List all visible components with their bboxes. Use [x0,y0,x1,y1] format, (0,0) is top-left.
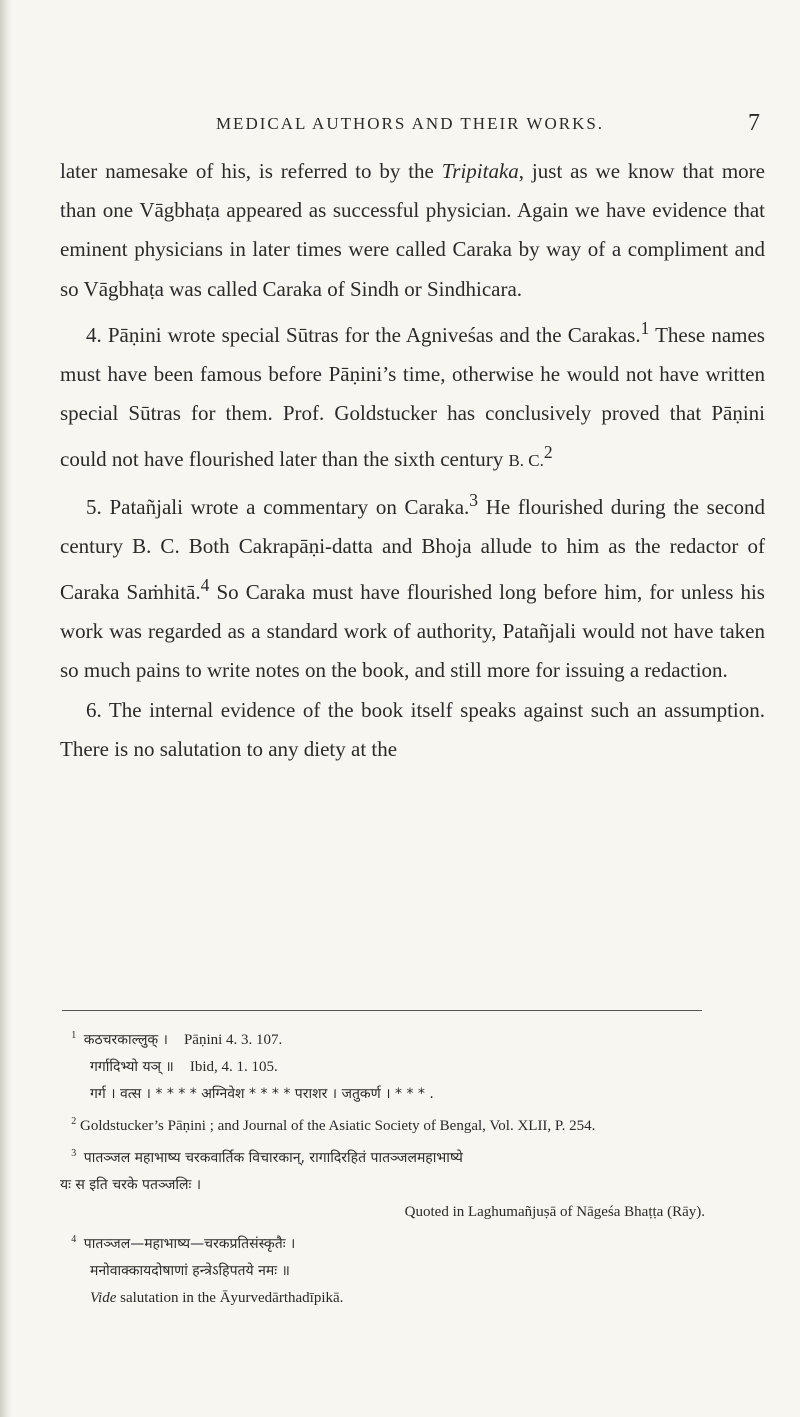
running-title: MEDICAL AUTHORS AND THEIR WORKS. [215,114,605,133]
footnotes [60,1022,765,1312]
italic-title: Tripitaka [441,159,519,183]
footnote-ref-3: 3 [469,489,479,510]
footnote-ref-4: 4 [200,575,210,596]
paragraph-6: 6. The internal evidence of the book itself speaks against such an assumption. There is no salutation to any diety at the [60,697,765,761]
page-number: 7 [748,110,760,136]
paragraph-continued: later namesake of his, is referred to by the Tripitaka, just as we know that more than one Vāgbhaṭa appeared as successful physician. Again we have evidence that eminent physicians in later times were called Caraka by way of a compliment and so Vāgbhaṭa was called Caraka of Sindh or Sindhicara. [60,159,765,301]
footnote-2: $^2$ Goldstucker’s Pāṇini ; and Journal of the Asiatic Society of Bengal, Vol. XLII, P. 254. [71,1116,596,1134]
page-header [60,110,760,146]
footnote-4-line-1: $^4$ पातञ्जल—महाभाष्य—चरकप्रतिसंस्कृतैः । [71,1234,296,1252]
footnote-rule [62,1010,702,1011]
paragraph-4: 4. Pāṇini wrote special Sūtras for the Agniveśas and the Carakas.$^1$ These names must have been famous before Pāṇini’s time, otherwise he would not have written special Sūtras for them. Prof. Goldstucker has conclusively proved that Pāṇini could not have flourished later than the sixth century B. C.$^2$ [60,317,765,472]
footnote-4-source: Vide salutation in the Āyurvedārthadīpikā. [90,1290,344,1306]
footnote-1-line-1: $^1$ कठचरकाल्लुक् । Pāṇini 4. 3. 107. [71,1030,283,1048]
footnote-ref-2: 2 [543,442,553,463]
main-text [60,152,765,769]
footnote-1-line-2: गर्गादिभ्यो यञ् ॥ Ibid, 4. 1. 105. [90,1059,278,1075]
footnote-3-line-1: $^3$ पातञ्जल महाभाष्य चरकवार्तिक विचारकान्, रागादिरहितं पातञ्जलमहाभाष्ये [71,1148,463,1166]
era-abbrev: B. C. [508,451,544,471]
footnote-4-line-2: मनोवाक्कायदोषाणां हन्त्रेऽहिपतये नमः ॥ [90,1263,290,1279]
binding-shadow [0,0,12,1417]
footnote-ref-1: 1 [640,317,650,338]
footnote-1-line-3: गर्ग । वत्स । * * * * अग्निवेश * * * * पराशर । जतुकर्ण । * * * . [90,1086,434,1102]
footnote-3-line-2: यः स इति चरके पतञ्जलिः । [60,1177,202,1193]
paragraph-5: 5. Patañjali wrote a commentary on Caraka.$^3$ He flourished during the second century B. C. Both Cakrapāṇi-datta and Bhoja allude to him as the redactor of Caraka Saṁhitā.$^4$ So Caraka must have flourished long before him, for unless his work was regarded as a standard work of authority, Patañjali would not have taken so much pains to write notes on the book, and still more for issuing a redaction. [60,489,765,683]
footnote-3-source: Quoted in Laghumañjuṣā of Nāgeśa Bhaṭṭa (Rāy). [404,1204,705,1220]
